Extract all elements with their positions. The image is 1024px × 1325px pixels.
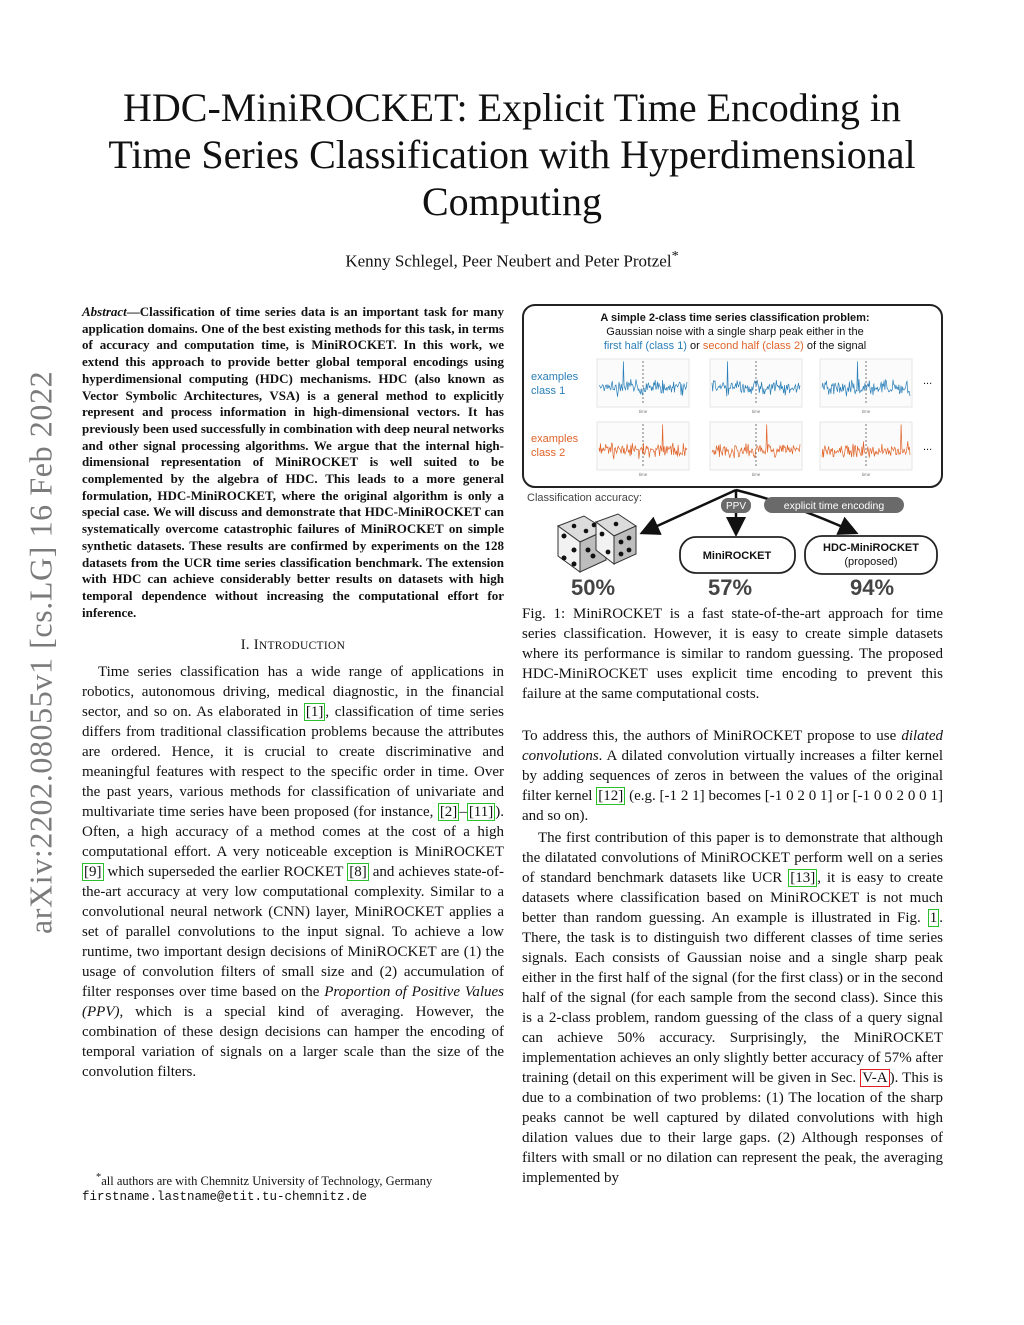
- figure-link[interactable]: 1: [929, 910, 938, 926]
- accuracy-hdc-minirocket: 94%: [849, 575, 895, 600]
- figure-1: [522, 304, 943, 604]
- citation-link[interactable]: [8]: [349, 864, 367, 881]
- signal-axis-label: time: [638, 409, 648, 414]
- email-address: firstname.lastname@etit.tu-chemnitz.de: [82, 1190, 368, 1205]
- author-list: [90, 248, 934, 272]
- footnote: *all authors are with Chemnitz University of Technology, Germany firstname.lastname@etit.tu-chemnitz.de: [82, 1170, 504, 1205]
- accuracy-minirocket: 57%: [707, 575, 753, 600]
- arxiv-identifier: arXiv:2202.08055v1 [cs.LG] 16 Feb 2022: [22, 370, 59, 934]
- signal-axis-label: time: [861, 472, 871, 477]
- arrow-to-random: [644, 490, 736, 532]
- class2-label-line1: examples: [531, 433, 579, 445]
- class1-label-line1: examples: [531, 371, 579, 383]
- authors-text: Kenny Schlegel, Peer Neubert and Peter Protzel: [345, 251, 672, 271]
- signal-axis-label: time: [861, 409, 871, 414]
- abstract: [82, 304, 504, 621]
- intro-paragraph: Time series classification has a wide range of applications in robotics, autonomous driving, medical diagnostic, in the financial sector, and so on. As elaborated in [1] , classification of time series differs from traditional classification problems because the attributes are ordered. Hence, it is crucial to create discriminative and meaningful features with respect to the specific order in time. Over the past years, various methods for classification of univariate and multivariate time series have been proposed (for instance, [2] – [11] ). Often, a high accuracy of a method comes at the cost of a high computational effort. A very noticeable exception is MiniROCKET [9] which superseded the earlier ROCKET [8] and achieves state-of-the-art accuracy at very low computational complexity. Similar to a convolutional neural network (CNN) layer, MiniROCKET applies a set of parallel convolutions to the input signal. To achieve a low runtime, two important design decisions of MiniROCKET are (1) the usage of convolution filters of small size and (2) accumulation of filter responses over time based on the Proportion of Positive Values (PPV), which is a special kind of averaging. However, the combination of these design decisions can hamper the encoding of temporal variation of signals on a larger scale than the size of the convolution filters.: [82, 664, 505, 1081]
- left-column: [82, 304, 504, 1082]
- citation-link[interactable]: [12]: [598, 788, 624, 804]
- classification-accuracy-label: Classification accuracy:: [527, 492, 642, 504]
- abstract-dash: —: [126, 304, 140, 319]
- dice-icon: [558, 514, 636, 572]
- figure-heading: A simple 2-class time series classification problem:: [600, 312, 870, 324]
- ppv-tag-text: PPV: [725, 501, 747, 512]
- abstract-text: Classification of time series data is an important task for many application domains. One of the best existing methods for this task, in terms of accuracy and computation time, is MiniROCKET. In this work, we extend this approach to provide better global temporal encodings using hyperdimensional computing (HDC) mechanisms. HDC (also known as Vector Symbolic Architectures, VSA) is a general method to explicitly represent and process information in high-dimensional vectors. It has previously been used successfully in combination with deep neural networks and other signal processing algorithms. We argue that the internal high-dimensional representation of MiniROCKET is well suited to be complemented by the algebra of HDC. This leads to a more general formulation, HDC-MiniROCKET, where the original algorithm is only a special case. We will discuss and demonstrate that HDC-MiniROCKET can systematically overcome catastrophic failures of MiniROCKET on simple synthetic datasets. These results are confirmed by experiments on the 128 datasets from the UCR time series classification benchmark. The extension with HDC can achieve considerably better results on datasets with high temporal dependence without increasing the computational effort for inference.: [82, 304, 504, 620]
- right-column: [522, 304, 943, 1188]
- class2-ellipsis: ...: [923, 441, 933, 453]
- ppv-term: Proportion of Positive Values (PPV): [82, 984, 505, 1021]
- class1-label-line2: class 1: [531, 385, 566, 397]
- citation-link[interactable]: [11]: [468, 804, 494, 821]
- paper-title: HDC-MiniROCKET: Explicit Time Encoding in Time Series Classification with Hyperdimensional Computing: [108, 85, 916, 224]
- section-heading-introduction: I. INTRODUCTION: [240, 637, 346, 654]
- right-paragraph-1: To address this, the authors of MiniROCKET propose to use dilated convolutions. A dilated convolution virtually increases a filter kernel by adding sequences of zeros in between the values of the original filter kernel [12] (e.g. [-1 2 1] becomes [-1 0 2 0 1] or [-1 0 0 2 0 0 1] and so on).: [522, 728, 943, 824]
- class1-ellipsis: ...: [923, 375, 933, 387]
- abstract-label: Abstract: [82, 304, 127, 319]
- citation-link[interactable]: [1]: [305, 704, 324, 721]
- citation-link[interactable]: [9]: [84, 864, 102, 881]
- author-footnote-mark: *: [671, 248, 679, 264]
- signal-axis-label: time: [638, 472, 648, 477]
- signal-axis-label: time: [751, 409, 761, 414]
- explicit-encoding-tag-text: explicit time encoding: [783, 500, 885, 512]
- section-link[interactable]: V-A: [862, 1070, 888, 1086]
- figure-line3: first half (class 1) or second half (class 2) of the signal: [603, 340, 867, 352]
- citation-link[interactable]: [13]: [790, 870, 816, 886]
- figure-line2: Gaussian noise with a single sharp peak either in the: [606, 326, 864, 338]
- signal-axis-label: time: [751, 472, 761, 477]
- right-paragraph-2: The first contribution of this paper is to demonstrate that although the dilatated convolutions of MiniROCKET perform well on a series of standard benchmark datasets like UCR [13] , it is easy to create datasets where classification based on MiniROCKET is not much better than random guessing. An example is illustrated in Fig. 1 . There, the task is to distinguish two different classes of time series signals. Each consists of Gaussian noise and a single sharp peak either in the first half of the signal (for the first class) or in the second half of the signal (for each sample from the second class). Since this is a 2-class problem, random guessing of the class of a query signal can achieve 50% accuracy. Surprisingly, the MiniROCKET implementation achieves an only slightly better accuracy of 57% after training (detail on this experiment will be given in Sec. V-A ). This is due to a combination of two problems: (1) The location of the sharp peaks cannot be well captured by dilated convolutions with high dilation values due to their large gaps. (2) Although responses of filters with small or no dilation can represent the peak, the averaging implemented by: [522, 830, 943, 1186]
- accuracy-random: 50%: [570, 575, 616, 600]
- proposed-label: (proposed): [844, 556, 898, 568]
- minirocket-label: MiniROCKET: [702, 550, 772, 562]
- figure-caption: Fig. 1: MiniROCKET is a fast state-of-the-art approach for time series classification. However, it is easy to create simple datasets where its performance is similar to random guessing. The proposed HDC-MiniROCKET uses explicit time encoding to prevent this failure at the same computational costs.: [522, 606, 943, 702]
- class2-label-line2: class 2: [531, 447, 566, 459]
- figure-1-graphic: [522, 304, 943, 604]
- hdc-minirocket-label: HDC-MiniROCKET: [823, 542, 919, 554]
- citation-link[interactable]: [2]: [439, 804, 458, 821]
